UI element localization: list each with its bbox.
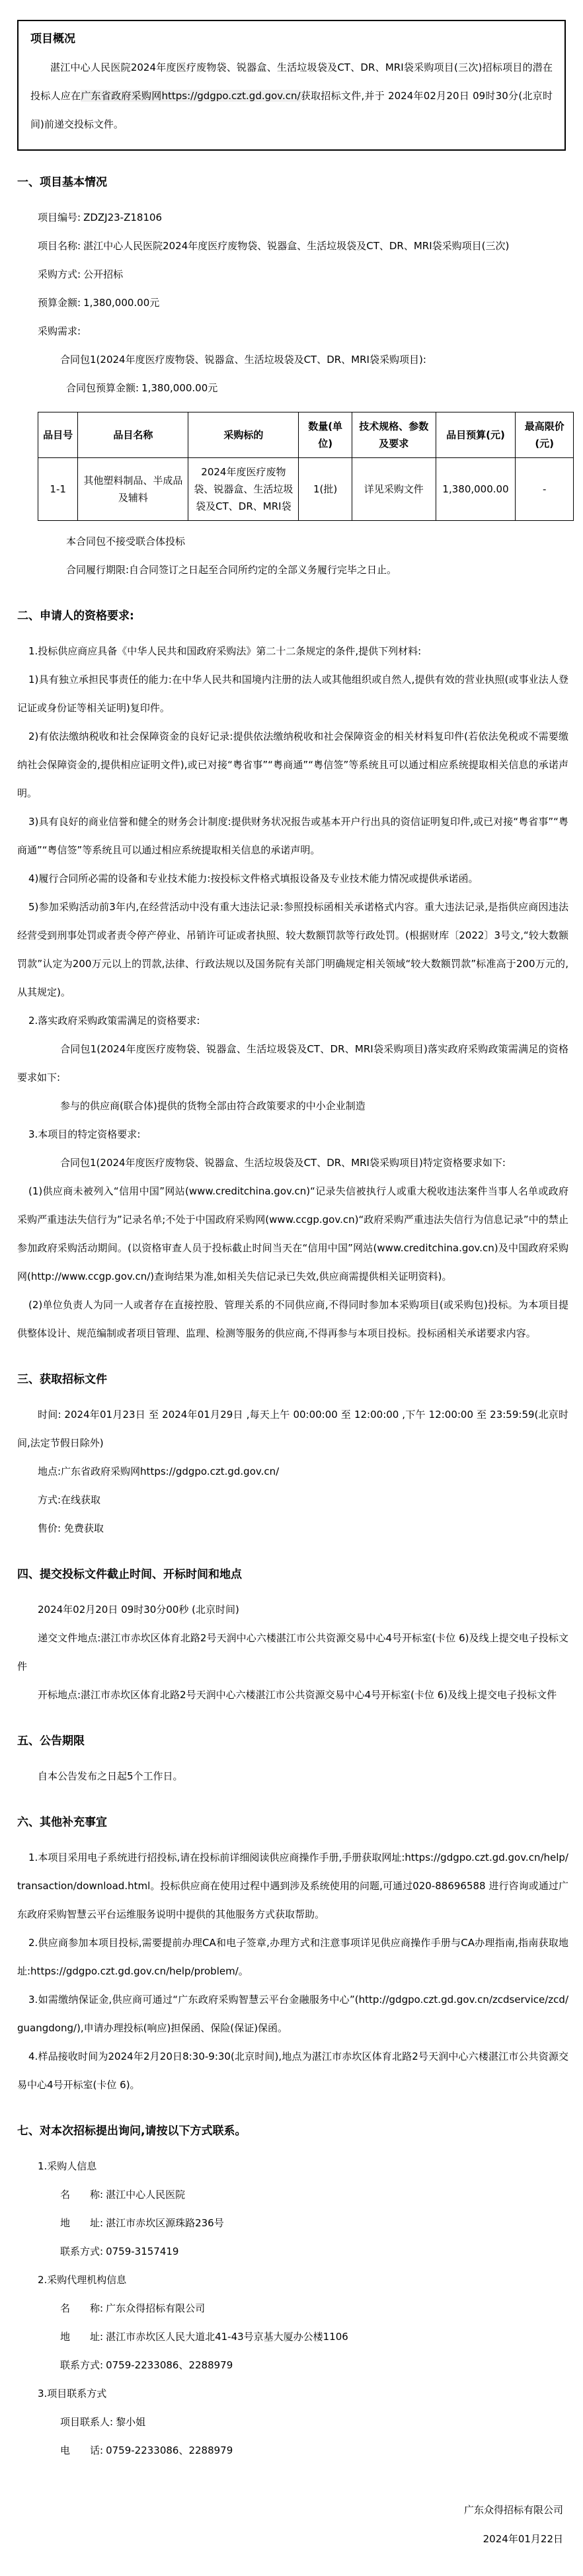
purchaser-name-value: 湛江中心人民医院 [106, 2189, 186, 2201]
signature-block [17, 2495, 568, 2554]
qualification-para: 2)有依法缴纳税收和社会保障资金的良好记录:提供依法缴纳税收和社会保障资金的相关材料复印件(若依法免税或不需要缴纳社会保障资金的,提供相应证明文件),或已对接“粤省事”“粤商通”“粤信签”等系统且可以通过相应系统提取相关信息的承诺声明。 [17, 730, 568, 799]
section-5-heading: 五、公告期限 [17, 1735, 85, 1748]
qualification-para: (2)单位负责人为同一人或者存在直接控股、管理关系的不同供应商,不得同时参加本采购项目(或采购包)投标。为本项目提供整体设计、规范编制或者项目管理、监理、检测等服务的供应商,不得再参与本项目投标。投标函相关承诺要求内容。 [17, 1299, 568, 1339]
agency-address-line [17, 2323, 568, 2351]
supplementary-para: 2.供应商参加本项目投标,需要提前办理CA和电子签章,办理方式和注意事项详见供应商操作手册与CA办理指南,指南获取地址:https://gdgpo.czt.gd.gov.cn/help/problem/。 [17, 1937, 568, 1977]
project-contact-title: 3.项目联系方式 [38, 2388, 107, 2400]
agency-address-label: 地 址: [60, 2331, 104, 2343]
project-contact-phone-line [17, 2437, 568, 2465]
procurement-site-url: 广东省政府采购网https://gdgpo.czt.gd.gov.cn/ [81, 90, 301, 102]
agency-name-value: 广东众得招标有限公司 [106, 2302, 206, 2314]
purchaser-name-label: 名 称: [60, 2189, 104, 2201]
announcement-period-line: 自本公告发布之日起5个工作日。 [38, 1770, 183, 1782]
agency-name-label: 名 称: [60, 2302, 104, 2314]
contract-term-note: 合同履行期限:自合同签订之日起至合同所约定的全部义务履行完毕之日止。 [66, 564, 397, 576]
contract-package-line: 合同包1(2024年度医疗废物袋、锐器盒、生活垃圾袋及CT、DR、MRI袋采购项目): [60, 354, 426, 366]
qualification-para: 参与的供应商(联合体)提供的货物全部由符合政策要求的中小企业制造 [60, 1100, 366, 1112]
qualification-para: 5)参加采购活动前3年内,在经营活动中没有重大违法记录:参照投标函相关承诺格式内容。重大违法记录,是指供应商因违法经营受到刑事处罚或者责令停产停业、吊销许可证或者执照、较大数额罚款等行政处罚。(根据财库〔2022〕3号文,“较大数额罚款”认定为200万元以上的罚款,法律、行政法规以及国务院有关部门明确规定相关领域“较大数额罚款”标准高于200万元的,从其规定)。 [17, 901, 568, 998]
procurement-method-line [17, 260, 568, 289]
col-budget: 品目预算(元) [436, 412, 516, 458]
cell-budget: 1,380,000.00 [436, 458, 516, 521]
procurement-method-value: 公开招标 [83, 268, 124, 280]
signature-org: 广东众得招标有限公司 [463, 2504, 563, 2516]
agency-name-line [17, 2294, 568, 2323]
qualification-para: 合同包1(2024年度医疗废物袋、锐器盒、生活垃圾袋及CT、DR、MRI袋采购项目)特定资格要求如下: [60, 1157, 506, 1169]
overview-paragraph [30, 54, 553, 139]
project-contact-person-line [17, 2408, 568, 2437]
budget-amount-value: 1,380,000.00元 [83, 297, 160, 309]
purchaser-info-title: 1.采购人信息 [38, 2160, 97, 2172]
section-6-heading: 六、其他补充事宜 [17, 1816, 107, 1829]
cell-spec: 详见采购文件 [352, 458, 436, 521]
cell-price-cap: - [516, 458, 574, 521]
section-2-heading: 二、申请人的资格要求: [17, 609, 134, 623]
purchaser-contact-line [17, 2238, 568, 2266]
table-header-row [38, 412, 574, 458]
purchaser-name-line [17, 2181, 568, 2209]
bid-opening-place-line: 开标地点:湛江市赤坎区体育北路2号天润中心六楼湛江市公共资源交易中心4号开标室(卡位 6)及线上提交电子投标文件 [38, 1689, 557, 1701]
table-row [38, 458, 574, 521]
agency-contact-value: 0759-2233086、2288979 [106, 2359, 233, 2371]
obtain-time-line: 时间: 2024年01月23日 至 2024年01月29日 ,每天上午 00:00:00 至 12:00:00 ,下午 12:00:00 至 23:59:59(北京时间,法定节假日除外) [17, 1409, 568, 1449]
package-budget-value: 1,380,000.00元 [141, 382, 218, 394]
package-budget-line [17, 374, 568, 403]
cell-item-name: 其他塑料制品、半成品及辅料 [78, 458, 188, 521]
submission-place-line: 递交文件地点:湛江市赤坎区体育北路2号天润中心六楼湛江市公共资源交易中心4号开标室(卡位 6)及线上提交电子投标文件 [17, 1632, 568, 1672]
purchaser-contact-label: 联系方式: [60, 2245, 104, 2257]
budget-amount-line [17, 289, 568, 317]
project-name-label: 项目名称: [38, 240, 81, 252]
procurement-method-label: 采购方式: [38, 268, 81, 280]
col-quantity: 数量(单位) [299, 412, 352, 458]
project-contact-phone-value: 0759-2233086、2288979 [106, 2444, 233, 2456]
project-contact-person-value: 黎小姐 [116, 2416, 146, 2428]
demand-label-line: 采购需求: [38, 325, 81, 337]
purchaser-address-label: 地 址: [60, 2217, 104, 2229]
project-overview-box [17, 20, 566, 151]
qualification-para: (1)供应商未被列入“信用中国”网站(www.creditchina.gov.cn)“记录失信被执行人或重大税收违法案件当事人名单或政府采购严重违法失信行为”记录名单;不处于中国政府采购网(www.ccgp.gov.cn)“政府采购严重违法失信行为信息记录”中的禁止参加政府采购活动期间。(以资格审查人员于投标截止时间当天在“信用中国”网站(www.creditchina.gov.cn)及中国政府采购网(http://www.ccgp.gov.cn/)查询结果为准,如相关失信记录已失效,供应商需提供相关证明资料)。 [17, 1185, 568, 1282]
qualification-para: 1.投标供应商应具备《中华人民共和国政府采购法》第二十二条规定的条件,提供下列材料: [28, 645, 422, 657]
section-1-heading: 一、项目基本情况 [17, 176, 107, 189]
qualification-para: 3)具有良好的商业信誉和健全的财务会计制度:提供财务状况报告或基本开户行出具的资信证明复印件,或已对接“粤省事”“粤商通”“粤信签”等系统且可以通过相应系统提取相关信息的承诺声明。 [17, 816, 568, 856]
overview-heading: 项目概况 [30, 32, 75, 46]
overview-text-before: 湛江中心人民医院2024年度医疗废物袋、锐器盒、生活垃圾袋及CT、DR、MRI袋采购项目(三次)招标项目的潜在投标人应在 [30, 61, 553, 102]
col-item-no: 品目号 [38, 412, 78, 458]
project-number-label: 项目编号: [38, 212, 81, 223]
qualification-para: 2.落实政府采购政策需满足的资格要求: [28, 1015, 200, 1027]
package-budget-label: 合同包预算金额: [66, 382, 139, 394]
budget-amount-label: 预算金额: [38, 297, 81, 309]
cell-quantity: 1(批) [299, 458, 352, 521]
no-consortium-note: 本合同包不接受联合体投标 [66, 535, 186, 547]
project-name-line [17, 232, 568, 260]
overview-text-after: 获取招标文件,并于 2024年02月20日 09时30分(北京时间)前递交投标文件。 [30, 90, 553, 130]
project-number-value: ZDZJ23-Z18106 [83, 212, 163, 223]
section-7-heading: 七、对本次招标提出询问,请按以下方式联系。 [17, 2125, 247, 2138]
cell-item-no: 1-1 [38, 458, 78, 521]
deadline-line: 2024年02月20日 09时30分00秒 (北京时间) [38, 1604, 239, 1616]
procurement-items-table [38, 412, 574, 521]
agency-address-value: 湛江市赤坎区人民大道北41-43号京基大厦办公楼1106 [106, 2331, 348, 2343]
supplementary-para: 3.如需缴纳保证金,供应商可通过“广东政府采购智慧云平台金融服务中心”(http://gdgpo.czt.gd.gov.cn/zcdservice/zcd/guangdong/),申请办理投标(响应)担保函、保险(保证)保函。 [17, 1994, 568, 2034]
purchaser-address-line [17, 2209, 568, 2238]
project-name-value: 湛江中心人民医院2024年度医疗废物袋、锐器盒、生活垃圾袋及CT、DR、MRI袋采购项目(三次) [83, 240, 510, 252]
qualification-para: 1)具有独立承担民事责任的能力:在中华人民共和国境内注册的法人或其他组织或自然人,提供有效的营业执照(或事业法人登记证或身份证等相关证明)复印件。 [17, 674, 568, 714]
agency-contact-label: 联系方式: [60, 2359, 104, 2371]
qualification-para: 3.本项目的特定资格要求: [28, 1128, 141, 1140]
cell-subject: 2024年度医疗废物袋、锐器盒、生活垃圾袋及CT、DR、MRI袋 [188, 458, 299, 521]
col-price-cap: 最高限价(元) [516, 412, 574, 458]
purchaser-contact-value: 0759-3157419 [106, 2245, 179, 2257]
purchaser-address-value: 湛江市赤坎区源珠路236号 [106, 2217, 224, 2229]
section-3-heading: 三、获取招标文件 [17, 1373, 107, 1386]
obtain-method-line: 方式:在线获取 [38, 1494, 101, 1506]
supplementary-para: 1.本项目采用电子系统进行招投标,请在投标前详细阅读供应商操作手册,手册获取网址:https://gdgpo.czt.gd.gov.cn/help/transaction/download.html。投标供应商在使用过程中遇到涉及系统使用的问题,可通过020-88696588 进行咨询或通过广东政府采购智慧云平台运维服务说明中提供的其他服务方式获取帮助。 [17, 1852, 568, 1920]
agency-info-title: 2.采购代理机构信息 [38, 2274, 127, 2286]
qualification-para: 合同包1(2024年度医疗废物袋、锐器盒、生活垃圾袋及CT、DR、MRI袋采购项目)落实政府采购政策需满足的资格要求如下: [17, 1043, 568, 1083]
col-subject: 采购标的 [188, 412, 299, 458]
col-item-name: 品目名称 [78, 412, 188, 458]
obtain-price-line: 售价: 免费获取 [38, 1522, 104, 1534]
project-contact-phone-label: 电 话: [60, 2444, 104, 2456]
section-4-heading: 四、提交投标文件截止时间、开标时间和地点 [17, 1568, 242, 1581]
agency-contact-line [17, 2351, 568, 2380]
qualification-para: 4)履行合同所必需的设备和专业技术能力:按投标文件格式填报设备及专业技术能力情况或提供承诺函。 [28, 873, 479, 884]
supplementary-para: 4.样品接收时间为2024年2月20日8:30-9:30(北京时间),地点为湛江市赤坎区体育北路2号天润中心六楼湛江市公共资源交易中心4号开标室(卡位 6)。 [17, 2050, 568, 2091]
obtain-place-line: 地点:广东省政府采购网https://gdgpo.czt.gd.gov.cn/ [38, 1465, 280, 1477]
signature-date: 2024年01月22日 [483, 2533, 563, 2545]
project-number-line [17, 204, 568, 232]
col-spec: 技术规格、参数及要求 [352, 412, 436, 458]
project-contact-person-label: 项目联系人: [60, 2416, 114, 2428]
